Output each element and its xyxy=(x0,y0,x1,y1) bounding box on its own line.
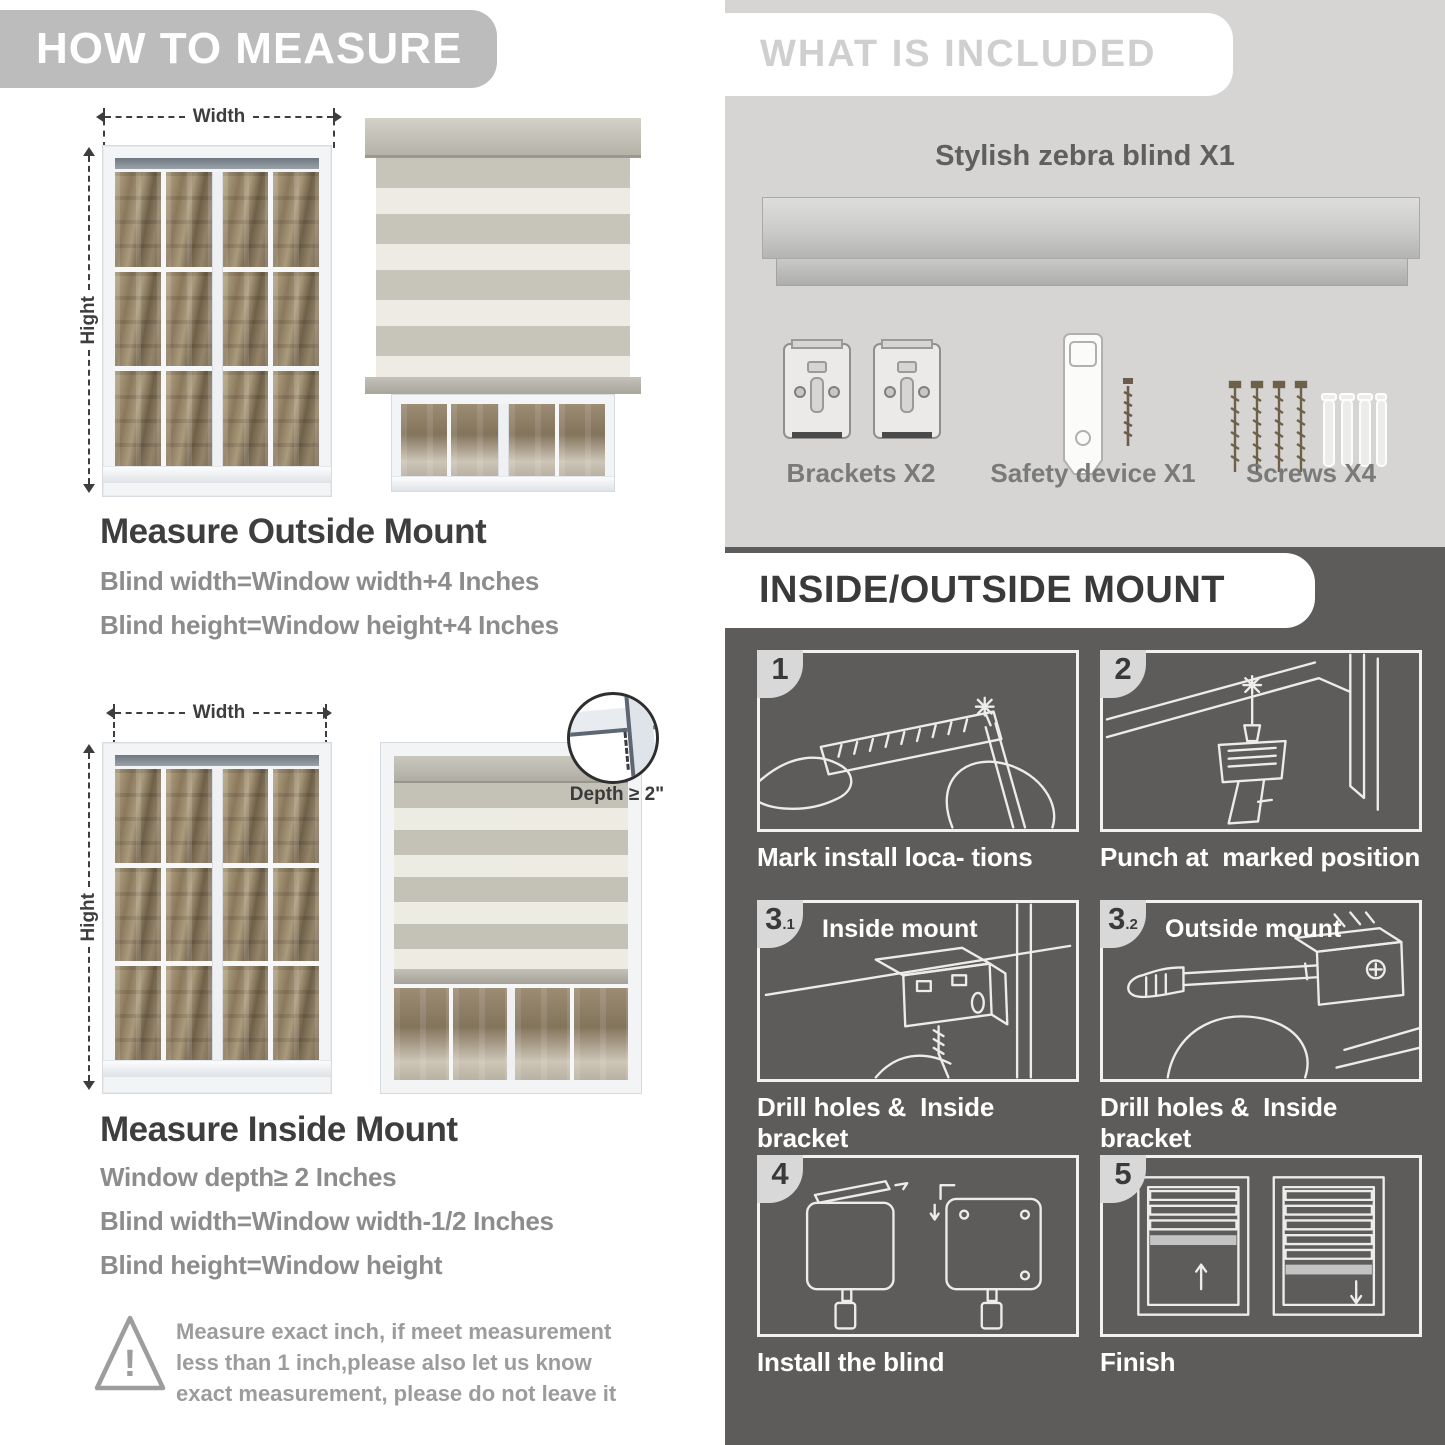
blind-stripes xyxy=(376,158,630,377)
warning-icon xyxy=(92,1310,168,1398)
blind-headrail-lip xyxy=(776,259,1408,286)
step-5-illustration-finish xyxy=(1103,1158,1419,1334)
window-photo-inside xyxy=(102,742,332,1094)
blind-bottom-rail xyxy=(365,377,641,394)
window-pane xyxy=(273,371,319,466)
window-pane xyxy=(451,404,497,476)
svg-text:!: ! xyxy=(123,1343,137,1385)
window-sill xyxy=(103,1060,331,1077)
how-to-measure-header: HOW TO MEASURE xyxy=(0,10,497,88)
window-pane xyxy=(273,272,319,367)
inside-mount-line-1: Window depth≥ 2 Inches xyxy=(100,1162,397,1192)
window-pane xyxy=(223,272,269,367)
step-4 xyxy=(757,1155,1079,1378)
window-sill xyxy=(103,466,331,483)
window-lower-part xyxy=(394,984,628,1080)
step-4-caption: Install the blind xyxy=(757,1347,945,1377)
blind-stripes xyxy=(394,783,628,969)
step-4-badge: 4 xyxy=(757,1155,803,1203)
window-sill xyxy=(392,476,614,491)
height-annotation-inside xyxy=(76,744,102,1090)
window-pane xyxy=(574,988,629,1080)
window-pane xyxy=(166,371,212,466)
step-2-box xyxy=(1100,650,1422,832)
inside-mount-line-2: Blind width=Window width-1/2 Inches xyxy=(100,1206,554,1236)
arrow-up-icon xyxy=(83,147,95,156)
step-5 xyxy=(1100,1155,1422,1378)
step-3-1-caption: Drill holes & Inside bracket xyxy=(757,1092,1002,1153)
window-pane xyxy=(115,769,161,863)
blind-bottom-rail xyxy=(394,969,628,984)
width-guide-line xyxy=(103,108,105,148)
height-annotation-outside xyxy=(76,147,102,493)
window-door-right xyxy=(223,769,320,1060)
arrow-down-icon xyxy=(83,1081,95,1090)
window-mullion xyxy=(212,172,223,466)
arrow-up-icon xyxy=(83,744,95,753)
step-3-2-title: Outside mount xyxy=(1165,915,1342,943)
step-2 xyxy=(1100,650,1422,873)
window-door-left xyxy=(115,769,212,1060)
product-label: Stylish zebra blind X1 xyxy=(935,140,1235,172)
step-3-2-box xyxy=(1100,900,1422,1082)
step-1 xyxy=(757,650,1079,873)
window-pane xyxy=(166,272,212,367)
width-guide-line xyxy=(113,704,115,746)
window-photo-outside xyxy=(102,145,332,497)
window-pane xyxy=(223,966,269,1060)
window-pane xyxy=(273,868,319,962)
window-mullion xyxy=(498,404,509,476)
window-lower-part xyxy=(391,394,615,492)
inside-outside-mount-header: INSIDE/OUTSIDE MOUNT xyxy=(725,553,1315,628)
window-pane xyxy=(453,988,508,1080)
window-pane xyxy=(115,966,161,1060)
window-door-left xyxy=(115,172,212,466)
window-pane xyxy=(223,172,269,267)
outside-mount-title: Measure Outside Mount xyxy=(100,512,487,551)
step-3-1-title: Inside mount xyxy=(822,915,978,943)
outside-mount-line-1: Blind width=Window width+4 Inches xyxy=(100,566,540,596)
inside-mount-title: Measure Inside Mount xyxy=(100,1110,458,1149)
window-pane xyxy=(273,769,319,863)
step-1-caption: Mark install loca- tions xyxy=(757,842,1033,872)
step-1-badge: 1 xyxy=(757,650,803,698)
height-label: Hight xyxy=(78,892,99,942)
window-top-shadow xyxy=(115,158,319,169)
step-4-box xyxy=(757,1155,1079,1337)
step-2-illustration-drill xyxy=(1103,653,1419,829)
window-pane xyxy=(401,404,447,476)
window-pane xyxy=(509,404,555,476)
screws-label: Screws X4 xyxy=(1245,458,1377,488)
width-guide-line xyxy=(333,108,335,148)
step-1-box xyxy=(757,650,1079,832)
width-guide-line xyxy=(325,704,327,746)
window-pane xyxy=(273,172,319,267)
blind-headrail-image xyxy=(762,197,1420,259)
window-pane xyxy=(115,371,161,466)
step-3-2-caption: Drill holes & Inside bracket xyxy=(1100,1092,1345,1153)
step-4-illustration-install xyxy=(760,1158,1076,1334)
window-mullion xyxy=(212,769,223,1060)
step-3-1-box xyxy=(757,900,1079,1082)
step-2-badge: 2 xyxy=(1100,650,1146,698)
window-pane xyxy=(115,172,161,267)
window-pane xyxy=(115,272,161,367)
window-pane xyxy=(559,404,605,476)
width-label: Width xyxy=(192,106,246,127)
depth-note: Depth ≥ 2" xyxy=(569,784,665,805)
window-pane xyxy=(115,868,161,962)
safety-device-label: Safety device X1 xyxy=(990,458,1196,488)
step-3-2-badge: 3 .2 xyxy=(1100,900,1146,948)
window-pane xyxy=(166,172,212,267)
window-pane xyxy=(223,868,269,962)
window-top-shadow xyxy=(115,755,319,766)
blind-cassette xyxy=(365,118,641,158)
window-pane xyxy=(166,868,212,962)
brackets-label: Brackets X2 xyxy=(786,458,936,488)
window-door-right xyxy=(223,172,320,466)
depth-detail-circle xyxy=(567,692,659,784)
window-pane xyxy=(166,966,212,1060)
window-pane xyxy=(166,769,212,863)
step-1-illustration-mark-locations xyxy=(760,653,1076,829)
step-5-caption: Finish xyxy=(1100,1347,1176,1377)
inside-mount-line-3: Blind height=Window height xyxy=(100,1250,443,1280)
window-pane xyxy=(515,988,570,1080)
step-2-caption: Punch at marked position xyxy=(1100,842,1421,872)
warning-text: Measure exact inch, if meet measurement less than 1 inch,please also let us know exact measurement, please do not leave it xyxy=(176,1319,617,1407)
width-annotation-outside xyxy=(96,106,342,128)
width-label: Width xyxy=(192,702,246,723)
window-pane xyxy=(273,966,319,1060)
what-is-included-header: WHAT IS INCLUDED xyxy=(700,13,1233,96)
step-3-1 xyxy=(757,900,1079,1154)
window-pane xyxy=(223,371,269,466)
width-annotation-inside xyxy=(106,702,332,724)
outside-mount-line-2: Blind height=Window height+4 Inches xyxy=(100,610,559,640)
window-pane xyxy=(394,988,449,1080)
window-pane xyxy=(223,769,269,863)
window-mullion xyxy=(507,988,515,1080)
step-3-2 xyxy=(1100,900,1422,1154)
arrow-down-icon xyxy=(83,484,95,493)
step-3-1-badge: 3 .1 xyxy=(757,900,803,948)
height-label: Hight xyxy=(78,295,99,345)
zebra-blind-outside-mount xyxy=(365,118,641,492)
step-5-box xyxy=(1100,1155,1422,1337)
brackets-image xyxy=(778,336,946,446)
step-5-badge: 5 xyxy=(1100,1155,1146,1203)
